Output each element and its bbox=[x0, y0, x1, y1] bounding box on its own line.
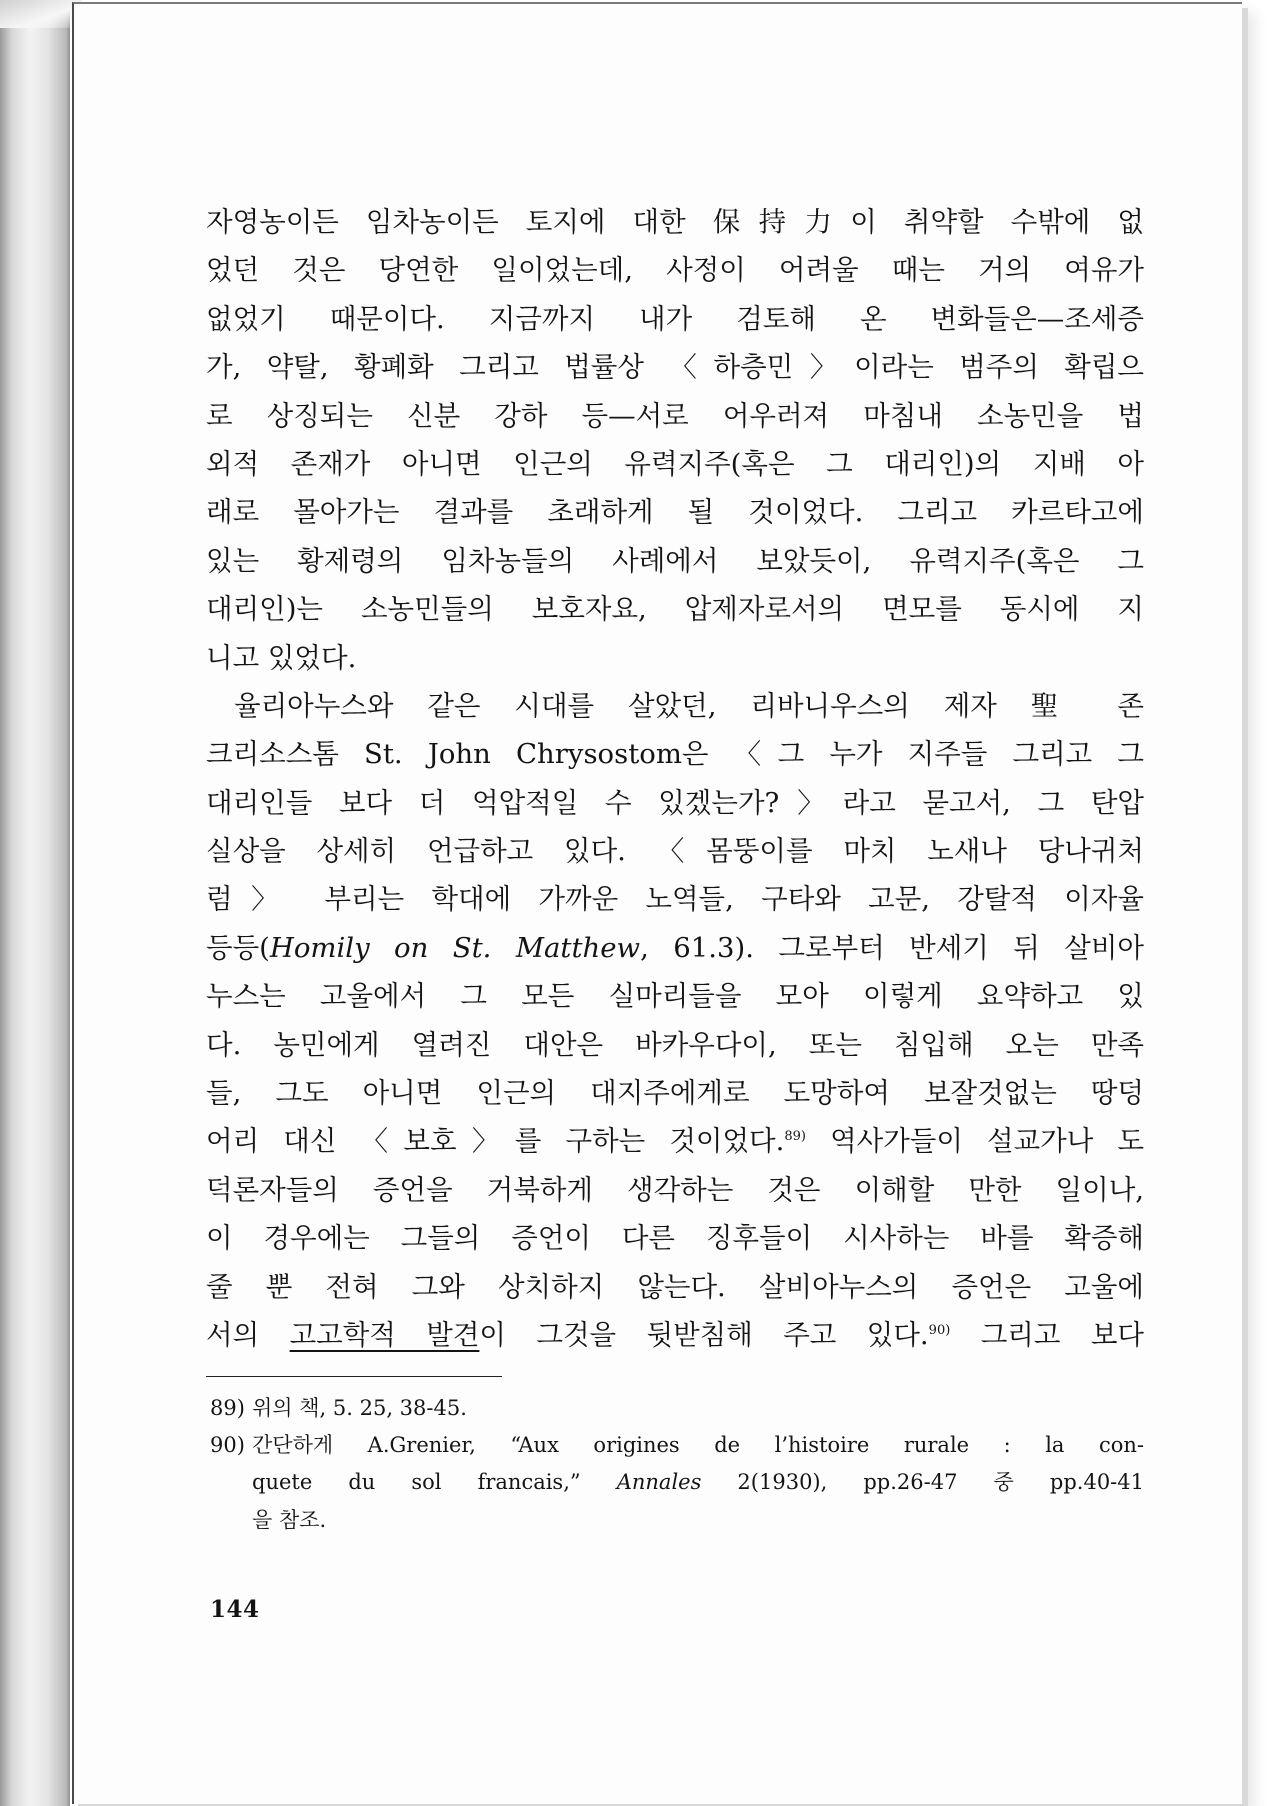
body-line: 다. 농민에게 열려진 대안은 바카우다이, 또는 침입해 오는 만족 bbox=[206, 1028, 1144, 1061]
body-line: 덕론자들의 증언을 거북하게 생각하는 것은 이해할 만한 일이나, bbox=[206, 1173, 1144, 1206]
footnote-line: 을 참조. bbox=[252, 1507, 327, 1532]
body-line: 럼〉 부리는 학대에 가까운 노역들, 구타와 고문, 강탈적 이자율 bbox=[206, 883, 1144, 916]
body-text-segment: 서의 bbox=[206, 1318, 290, 1351]
underlined-phrase: 고고학적 발견 bbox=[289, 1318, 480, 1351]
footnote-segment: quete du sol francais,” bbox=[252, 1470, 617, 1495]
body-line: 실상을 상세히 언급하고 있다. 〈몸뚱이를 마치 노새나 당나귀처 bbox=[206, 835, 1144, 868]
body-line bbox=[206, 924, 1144, 972]
footnote-line: 위의 책, 5. 25, 38-45. bbox=[252, 1396, 467, 1420]
body-line: 없었기 때문이다. 지금까지 내가 검토해 온 변화들은—조세증 bbox=[206, 302, 1144, 335]
footnote-ref-89[interactable]: 89) bbox=[784, 1129, 806, 1145]
body-line: 대리인)는 소농민들의 보호자요, 압제자로서의 면모를 동시에 지 bbox=[206, 593, 1144, 626]
body-text-segment: 역사가들이 설교가나 도 bbox=[805, 1125, 1145, 1158]
body-line: 이 경우에는 그들의 증언이 다른 징후들이 시사하는 바를 확증해 bbox=[206, 1222, 1144, 1255]
body-line: 율리아누스와 같은 시대를 살았던, 리바니우스의 제자 聖 존 bbox=[234, 689, 1144, 722]
footnote-90 bbox=[210, 1427, 1144, 1539]
footnote-segment: 2(1930), pp.26-47 중 pp.40-41 bbox=[701, 1470, 1144, 1495]
body-line: 자영농이든 임차농이든 토지에 대한 保持力이 취약할 수밖에 없 bbox=[206, 206, 1144, 238]
book-spine-top-shading bbox=[0, 0, 82, 28]
footnote-divider bbox=[206, 1376, 502, 1377]
footnotes bbox=[210, 1390, 1144, 1539]
body-line bbox=[206, 1311, 1144, 1359]
body-text-segment: , 61.3). 그로부터 반세기 뒤 살비아 bbox=[640, 931, 1145, 964]
body-line: 대리인들 보다 더 억압적일 수 있겠는가?〉라고 묻고서, 그 탄압 bbox=[206, 786, 1144, 819]
journal-title: Annales bbox=[616, 1470, 702, 1495]
footnote-line bbox=[252, 1464, 1144, 1501]
body-line: 누스는 고울에서 그 모든 실마리들을 모아 이렇게 요약하고 있 bbox=[206, 980, 1144, 1013]
footnote-89 bbox=[210, 1390, 1144, 1427]
body-line: 외적 존재가 아니면 인근의 유력지주(혹은 그 대리인)의 지배 아 bbox=[206, 447, 1144, 480]
body-text-segment: 어리 대신 〈보호〉를 구하는 것이었다. bbox=[206, 1125, 785, 1158]
body-line: 줄 뿐 전혀 그와 상치하지 않는다. 살비아누스의 증언은 고울에 bbox=[206, 1270, 1144, 1303]
body-line: 로 상징되는 신분 강하 등—서로 어우러져 마침내 소농민을 법 bbox=[206, 399, 1144, 432]
body-line: 크리소스톰 St. John Chrysostom은 〈그 누가 지주들 그리고 그 bbox=[206, 738, 1144, 771]
body-line: 들, 그도 아니면 인근의 대지주에게로 도망하여 보잘것없는 땅덩 bbox=[206, 1077, 1144, 1110]
citation-title: Homily on St. Matthew bbox=[269, 931, 641, 964]
footnote-ref-90[interactable]: 90) bbox=[928, 1322, 951, 1338]
body-text-segment: 등등( bbox=[206, 931, 270, 964]
body-line: 래로 몰아가는 결과를 초래하게 될 것이었다. 그리고 카르타고에 bbox=[206, 496, 1144, 529]
page-number: 144 bbox=[210, 1596, 260, 1623]
body-text bbox=[206, 198, 1144, 1359]
footnote-number: 89) bbox=[210, 1396, 245, 1420]
body-line: 있는 황제령의 임차농들의 사례에서 보았듯이, 유력지주(혹은 그 bbox=[206, 544, 1144, 577]
body-text-segment: 그리고 보다 bbox=[950, 1318, 1144, 1351]
footnote-number: 90) bbox=[210, 1433, 245, 1458]
body-text-segment: 이 그것을 뒷받침해 주고 있다. bbox=[479, 1318, 929, 1351]
body-line: 가, 약탈, 황폐화 그리고 법률상 〈하층민〉이라는 범주의 확립으 bbox=[206, 351, 1144, 384]
footnote-line: 간단하게 A.Grenier, “Aux origines de l’histoire rurale : la con- bbox=[252, 1433, 1144, 1458]
body-line: 었던 것은 당연한 일이었는데, 사정이 어려울 때는 거의 여유가 bbox=[206, 254, 1144, 287]
body-line: 니고 있었다. bbox=[206, 641, 357, 674]
body-line bbox=[206, 1117, 1144, 1165]
book-spine bbox=[0, 0, 70, 1806]
